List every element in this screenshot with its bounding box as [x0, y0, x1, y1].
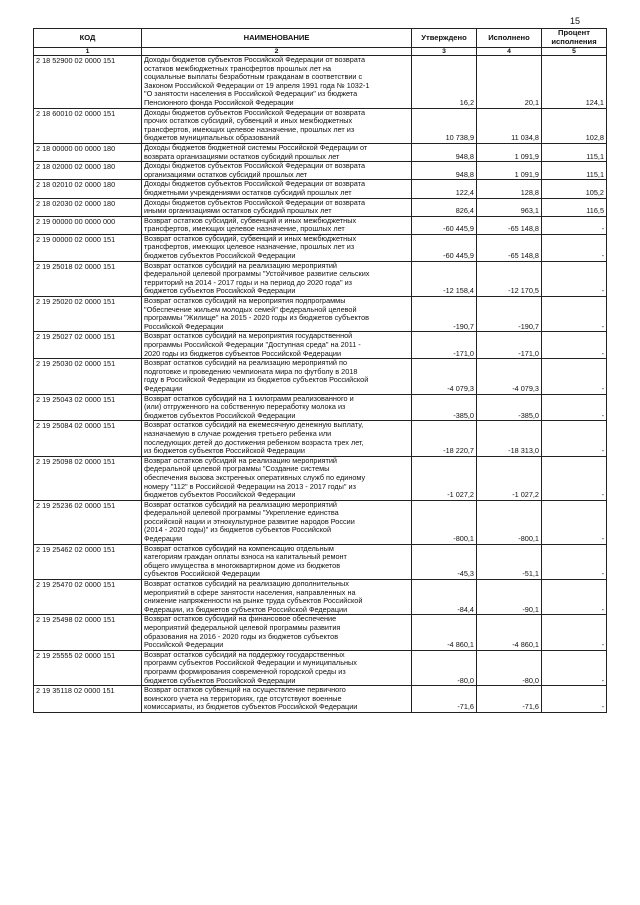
row-code: 2 19 25043 02 0000 151	[34, 394, 142, 421]
row-approved: -4 079,3	[412, 359, 477, 394]
header-executed: Исполнено	[477, 29, 542, 48]
row-code: 2 19 25555 02 0000 151	[34, 650, 142, 685]
table-row	[34, 500, 607, 544]
row-percent: -	[542, 580, 607, 615]
row-percent: -	[542, 332, 607, 359]
row-name: Возврат остатков субсидий на реализацию мероприятий по подготовке и проведению чемпионата мира по футболу в 2018 году в Российской Федерации из бюджетов субъектов Российской Федерации	[142, 359, 412, 394]
row-code: 2 18 60010 02 0000 151	[34, 108, 142, 143]
row-name: Возврат остатков субсидий на финансовое обеспечение мероприятий федеральной целевой программы развития образования на 2016 - 2020 годы из бюджетов субъектов Российской Федерации	[142, 615, 412, 650]
row-executed: 20,1	[477, 56, 542, 109]
column-number: 4	[477, 48, 542, 56]
row-percent: -	[542, 216, 607, 234]
row-executed: -71,6	[477, 686, 542, 713]
row-code: 2 18 52900 02 0000 151	[34, 56, 142, 109]
table-row	[34, 216, 607, 234]
budget-table	[33, 28, 607, 713]
row-code: 2 18 00000 00 0000 180	[34, 143, 142, 161]
table-row	[34, 143, 607, 161]
row-approved: -385,0	[412, 394, 477, 421]
row-percent: -	[542, 421, 607, 456]
row-name: Возврат остатков субвенций на осуществление первичного воинского учета на территориях, где отсутствуют военные комиссариаты, из бюджетов субъектов Российской Федерации	[142, 686, 412, 713]
row-executed: -18 313,0	[477, 421, 542, 456]
row-percent: 124,1	[542, 56, 607, 109]
row-percent: 102,8	[542, 108, 607, 143]
row-executed: -65 148,8	[477, 216, 542, 234]
row-percent: -	[542, 234, 607, 261]
row-approved: 10 738,9	[412, 108, 477, 143]
table-row	[34, 108, 607, 143]
table-row	[34, 162, 607, 180]
row-executed: -4 860,1	[477, 615, 542, 650]
row-code: 2 19 25020 02 0000 151	[34, 297, 142, 332]
column-number: 2	[142, 48, 412, 56]
row-percent: -	[542, 544, 607, 579]
row-executed: -385,0	[477, 394, 542, 421]
row-executed: 1 091,9	[477, 162, 542, 180]
row-percent: -	[542, 359, 607, 394]
row-name: Возврат остатков субсидий на реализацию дополнительных мероприятий в сфере занятости населения, направленных на снижение напряженности на рынке труда субъектов Российской Федерации, из бюджетов субъектов Российской Федерации	[142, 580, 412, 615]
row-executed: -51,1	[477, 544, 542, 579]
row-code: 2 19 25027 02 0000 151	[34, 332, 142, 359]
row-executed: -12 170,5	[477, 261, 542, 296]
row-name: Доходы бюджетов субъектов Российской Федерации от возврата прочих остатков субсидий, субвенций и иных межбюджетных трансфертов, имеющих целевое назначение, прошлых лет из бюджетов муниципальных образований	[142, 108, 412, 143]
table-row	[34, 332, 607, 359]
table-row	[34, 297, 607, 332]
row-code: 2 19 00000 02 0000 151	[34, 234, 142, 261]
row-approved: 948,8	[412, 143, 477, 161]
row-name: Возврат остатков субсидий на реализацию мероприятий федеральной целевой программы "Создание системы обеспечения вызова экстренных оперативных служб по единому номеру "112" в Российской Федерации на 2013 - 2017 годы" из бюджетов субъектов Российской Федерации	[142, 456, 412, 500]
row-name: Возврат остатков субсидий на мероприятия подпрограммы "Обеспечение жильем молодых семей" федеральной целевой программы "Жилище" на 2015 - 2020 годы из бюджетов субъектов Российской Федерации	[142, 297, 412, 332]
row-percent: -	[542, 500, 607, 544]
table-row	[34, 234, 607, 261]
header-name: НАИМЕНОВАНИЕ	[142, 29, 412, 48]
row-name: Доходы бюджетов субъектов Российской Федерации от возврата остатков межбюджетных трансфертов прошлых лет на социальные выплаты безработным гражданам в соответствии с Законом Российской Федерации от 19 апреля 1991 года № 1032-1 "О занятости населения в Российской Федерации" из бюджета Пенсионного фонда Российской Федерации	[142, 56, 412, 109]
row-code: 2 19 25498 02 0000 151	[34, 615, 142, 650]
row-approved: -18 220,7	[412, 421, 477, 456]
row-approved: -71,6	[412, 686, 477, 713]
table-row	[34, 580, 607, 615]
row-name: Возврат остатков субсидий на реализацию мероприятий федеральной целевой программы "Укрепление единства российской нации и этнокультурное развитие народов России (2014 - 2020 годы)" из бюджетов субъектов Российской Федерации	[142, 500, 412, 544]
row-name: Возврат остатков субсидий, субвенций и иных межбюджетных трансфертов, имеющих целевое назначение, прошлых лет из бюджетов субъектов Российской Федерации	[142, 234, 412, 261]
row-approved: 948,8	[412, 162, 477, 180]
row-percent: -	[542, 650, 607, 685]
row-code: 2 19 25098 02 0000 151	[34, 456, 142, 500]
row-executed: 11 034,8	[477, 108, 542, 143]
row-executed: -800,1	[477, 500, 542, 544]
row-code: 2 19 25470 02 0000 151	[34, 580, 142, 615]
row-name: Возврат остатков субсидий на мероприятия государственной программы Российской Федерации "Доступная среда" на 2011 - 2020 годы из бюджетов субъектов Российской Федерации	[142, 332, 412, 359]
row-code: 2 18 02000 02 0000 180	[34, 162, 142, 180]
row-approved: -12 158,4	[412, 261, 477, 296]
row-approved: 122,4	[412, 180, 477, 198]
row-name: Возврат остатков субсидий на 1 килограмм реализованного и (или) отгруженного на собственную переработку молока из бюджетов субъектов Российской Федерации	[142, 394, 412, 421]
row-code: 2 18 02010 02 0000 180	[34, 180, 142, 198]
table-row	[34, 394, 607, 421]
row-code: 2 19 25084 02 0000 151	[34, 421, 142, 456]
row-executed: -190,7	[477, 297, 542, 332]
column-number: 5	[542, 48, 607, 56]
row-code: 2 19 25462 02 0000 151	[34, 544, 142, 579]
header-row	[34, 29, 607, 48]
page-number: 15	[570, 16, 581, 26]
row-percent: 115,1	[542, 143, 607, 161]
row-name: Возврат остатков субсидий на поддержку государственных программ субъектов Российской Федерации и муниципальных программ формирования современной городской среды из бюджетов субъектов Российской Федерации	[142, 650, 412, 685]
header-approved: Утверждено	[412, 29, 477, 48]
row-percent: -	[542, 615, 607, 650]
table-row	[34, 421, 607, 456]
row-approved: -190,7	[412, 297, 477, 332]
row-approved: 16,2	[412, 56, 477, 109]
row-percent: -	[542, 456, 607, 500]
row-name: Возврат остатков субсидий на ежемесячную денежную выплату, назначаемую в случае рождения третьего ребенка или последующих детей до достижения ребенком возраста трех лет, из бюджетов субъектов Российской Федерации	[142, 421, 412, 456]
row-name: Возврат остатков субсидий, субвенций и иных межбюджетных трансфертов, имеющих целевое назначение, прошлых лет	[142, 216, 412, 234]
row-name: Доходы бюджетов бюджетной системы Российской Федерации от возврата организациями остатков субсидий прошлых лет	[142, 143, 412, 161]
table-row	[34, 615, 607, 650]
row-executed: 128,8	[477, 180, 542, 198]
row-name: Доходы бюджетов субъектов Российской Федерации от возврата организациями остатков субсидий прошлых лет	[142, 162, 412, 180]
table-row	[34, 456, 607, 500]
row-approved: -4 860,1	[412, 615, 477, 650]
row-percent: 116,5	[542, 198, 607, 216]
row-name: Доходы бюджетов субъектов Российской Федерации от возврата иными организациями остатков субсидий прошлых лет	[142, 198, 412, 216]
row-percent: -	[542, 297, 607, 332]
row-name: Возврат остатков субсидий на компенсацию отдельным категориям граждан оплаты взноса на капитальный ремонт общего имущества в многоквартирном доме из бюджетов субъектов Российской Федерации	[142, 544, 412, 579]
row-approved: -60 445,9	[412, 216, 477, 234]
row-code: 2 19 25030 02 0000 151	[34, 359, 142, 394]
row-approved: -45,3	[412, 544, 477, 579]
table-body	[34, 56, 607, 713]
table-row	[34, 359, 607, 394]
row-approved: -171,0	[412, 332, 477, 359]
row-percent: 115,1	[542, 162, 607, 180]
row-code: 2 19 00000 00 0000 000	[34, 216, 142, 234]
row-approved: -1 027,2	[412, 456, 477, 500]
table-row	[34, 180, 607, 198]
row-approved: -800,1	[412, 500, 477, 544]
table-row	[34, 261, 607, 296]
table-row	[34, 686, 607, 713]
row-executed: 963,1	[477, 198, 542, 216]
row-approved: 826,4	[412, 198, 477, 216]
table-row	[34, 650, 607, 685]
table-row	[34, 198, 607, 216]
row-code: 2 19 35118 02 0000 151	[34, 686, 142, 713]
row-percent: -	[542, 686, 607, 713]
row-name: Доходы бюджетов субъектов Российской Федерации от возврата бюджетными учреждениями остатков субсидий прошлых лет	[142, 180, 412, 198]
header-code: КОД	[34, 29, 142, 48]
table-row	[34, 56, 607, 109]
row-executed: -90,1	[477, 580, 542, 615]
row-name: Возврат остатков субсидий на реализацию мероприятий федеральной целевой программы "Устойчивое развитие сельских территорий на 2014 - 2017 годы и на период до 2020 года" из бюджетов субъектов Российской Федерации	[142, 261, 412, 296]
row-percent: 105,2	[542, 180, 607, 198]
row-approved: -80,0	[412, 650, 477, 685]
row-executed: -65 148,8	[477, 234, 542, 261]
row-executed: -1 027,2	[477, 456, 542, 500]
row-percent: -	[542, 394, 607, 421]
row-code: 2 18 02030 02 0000 180	[34, 198, 142, 216]
row-approved: -60 445,9	[412, 234, 477, 261]
header-percent: Процент исполнения	[542, 29, 607, 48]
row-code: 2 19 25236 02 0000 151	[34, 500, 142, 544]
column-number: 3	[412, 48, 477, 56]
row-code: 2 19 25018 02 0000 151	[34, 261, 142, 296]
row-percent: -	[542, 261, 607, 296]
column-number: 1	[34, 48, 142, 56]
row-approved: -84,4	[412, 580, 477, 615]
table-row	[34, 544, 607, 579]
row-executed: -4 079,3	[477, 359, 542, 394]
row-executed: -80,0	[477, 650, 542, 685]
row-executed: -171,0	[477, 332, 542, 359]
row-executed: 1 091,9	[477, 143, 542, 161]
